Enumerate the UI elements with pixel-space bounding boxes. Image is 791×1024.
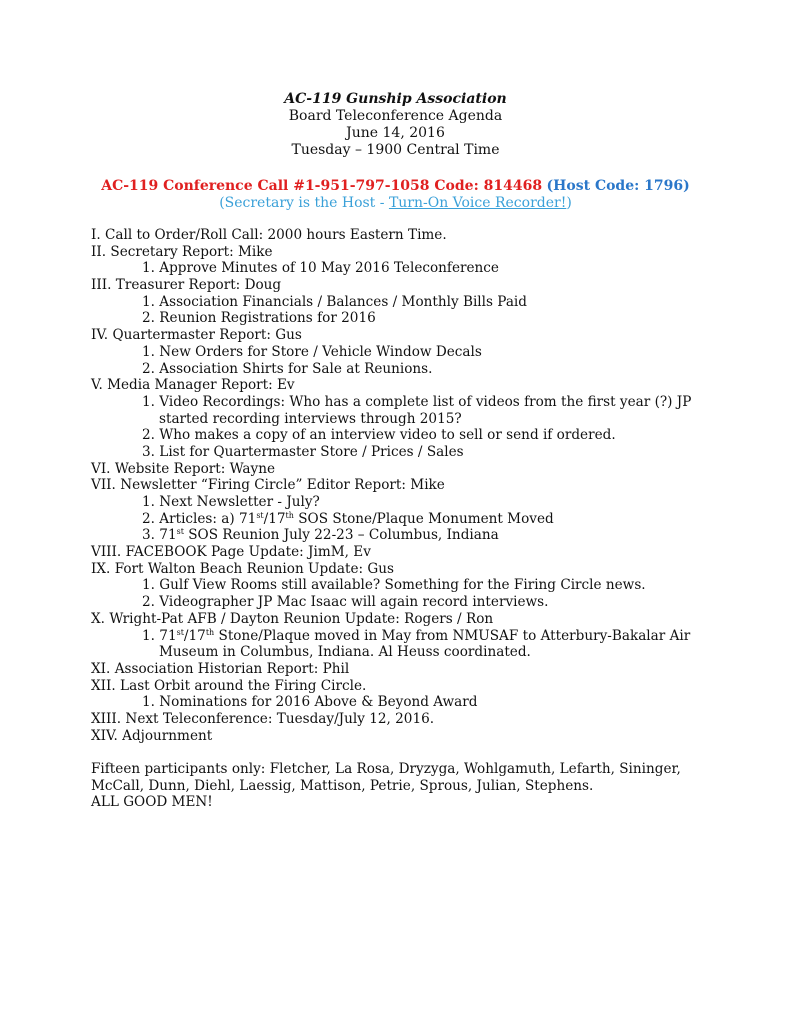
conference-info — [0, 178, 791, 212]
agenda-item: II. Secretary Report: Mike — [91, 243, 273, 260]
secretary-note — [0, 195, 791, 212]
agenda-item: VIII. FACEBOOK Page Update: JimM, Ev — [91, 544, 371, 561]
participants-note — [91, 761, 731, 811]
agenda-item: IX. Fort Walton Beach Reunion Update: Gus — [91, 560, 394, 577]
agenda-item: III. Treasurer Report: Doug — [91, 277, 282, 294]
agenda-list — [91, 227, 731, 744]
agenda-subitem: 1. Next Newsletter - July? — [142, 494, 320, 510]
agenda-date: June 14, 2016 — [346, 125, 445, 141]
closing-line: ALL GOOD MEN! — [91, 794, 213, 811]
agenda-subtitle: Board Teleconference Agenda — [288, 108, 503, 124]
agenda-subitem: 2. Association Shirts for Sale at Reunions. — [142, 360, 433, 377]
secretary-note-suffix: ) — [566, 195, 572, 211]
agenda-subitem: started recording interviews through 2015? — [159, 410, 462, 427]
agenda-item: I. Call to Order/Roll Call: 2000 hours Eastern Time. — [91, 227, 447, 243]
conference-call-line — [0, 178, 791, 195]
agenda-subitem: 3. List for Quartermaster Store / Prices / Sales — [142, 443, 464, 460]
agenda-subitem: 1. Gulf View Rooms still available? Something for the Firing Circle news. — [142, 577, 646, 594]
agenda-subitem: 1. Nominations for 2016 Above & Beyond Award — [142, 694, 478, 711]
agenda-subitem: 1. New Orders for Store / Vehicle Window Decals — [142, 343, 482, 360]
agenda-subitem: 2. Videographer JP Mac Isaac will again record interviews. — [142, 594, 549, 611]
participants-line-1: Fifteen participants only: Fletcher, La Rosa, Dryzyga, Wohlgamuth, Lefarth, Sininger, — [91, 761, 681, 777]
agenda-header — [0, 91, 791, 159]
agenda-item: XIV. Adjournment — [91, 727, 213, 744]
agenda-subitem: 2. Who makes a copy of an interview video to sell or send if ordered. — [142, 427, 616, 444]
agenda-subitem: 2. Articles: a) 71st/17th SOS Stone/Plaque Monument Moved — [142, 510, 554, 527]
agenda-item: VII. Newsletter “Firing Circle” Editor Report: Mike — [91, 477, 445, 494]
agenda-item: V. Media Manager Report: Ev — [91, 377, 295, 394]
association-title: AC-119 Gunship Association — [284, 91, 507, 107]
agenda-subitem: 1. Association Financials / Balances / Monthly Bills Paid — [142, 293, 527, 310]
agenda-item: IV. Quartermaster Report: Gus — [91, 327, 302, 344]
conference-call-number: AC-119 Conference Call #1-951-797-1058 Code: 814468 — [101, 178, 543, 194]
agenda-subitem: Museum in Columbus, Indiana. Al Heuss coordinated. — [159, 644, 531, 661]
agenda-subitem: 1. Video Recordings: Who has a complete list of videos from the first year (?) JP — [142, 393, 692, 410]
agenda-subitem: 1. Approve Minutes of 10 May 2016 Teleconference — [142, 260, 499, 277]
agenda-subitem: 2. Reunion Registrations for 2016 — [142, 310, 376, 327]
voice-recorder-link[interactable]: Turn-On Voice Recorder! — [388, 195, 567, 211]
agenda-item: XII. Last Orbit around the Firing Circle. — [91, 677, 367, 694]
agenda-item: VI. Website Report: Wayne — [91, 460, 275, 477]
agenda-time: Tuesday – 1900 Central Time — [291, 142, 500, 158]
secretary-note-prefix: (Secretary is the Host - — [219, 195, 389, 211]
participants-line-2: McCall, Dunn, Diehl, Laessig, Mattison, Petrie, Sprous, Julian, Stephens. — [91, 777, 594, 794]
agenda-item: XIII. Next Teleconference: Tuesday/July 12, 2016. — [91, 710, 435, 727]
agenda-item: X. Wright-Pat AFB / Dayton Reunion Update: Rogers / Ron — [91, 610, 494, 627]
agenda-subitem: 3. 71st SOS Reunion July 22-23 – Columbus, Indiana — [142, 527, 499, 544]
agenda-item: XI. Association Historian Report: Phil — [91, 660, 350, 677]
agenda-subitem: 1. 71st/17th Stone/Plaque moved in May from NMUSAF to Atterbury-Bakalar Air — [142, 627, 691, 644]
host-code: (Host Code: 1796) — [546, 178, 690, 194]
